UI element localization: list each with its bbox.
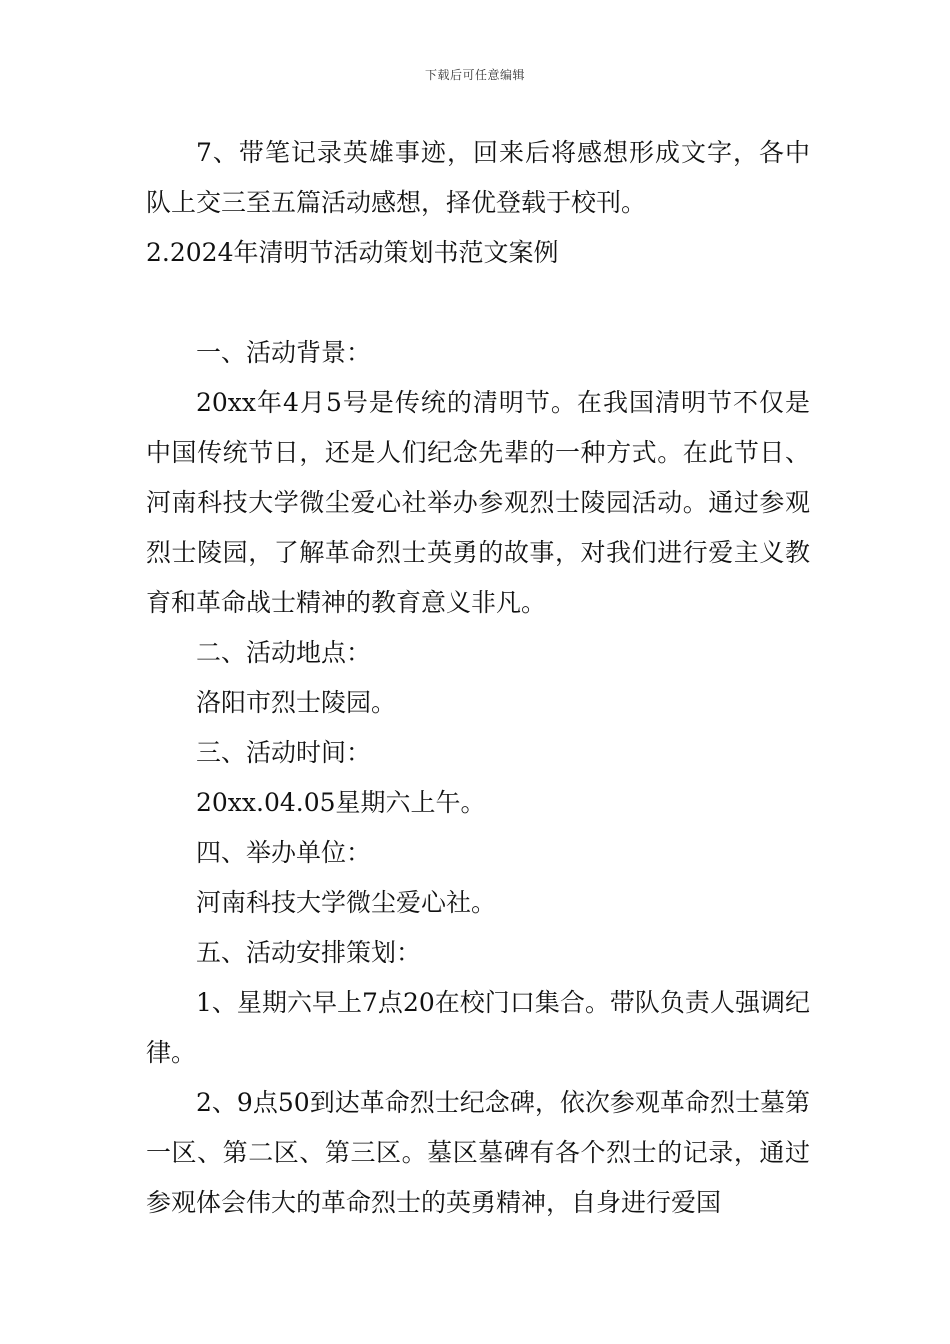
section-5-item-1: 1、星期六早上7点20在校门口集合。带队负责人强调纪律。 bbox=[146, 988, 810, 1067]
section-1-body: 20xx年4月5号是传统的清明节。在我国清明节不仅是中国传统节日，还是人们纪念先辈的一种方式。在此节日、河南科技大学微尘爱心社举办参观烈士陵园活动。通过参观烈士陵园，了解革命烈士英勇的故事，对我们进行爱主义教育和革命战士精神的教育意义非凡。 bbox=[146, 388, 810, 617]
section-2-heading: 二、活动地点： bbox=[196, 638, 372, 667]
section-4-body: 河南科技大学微尘爱心社。 bbox=[196, 888, 497, 917]
section-title: 2.2024年清明节活动策划书范文案例 bbox=[146, 238, 559, 267]
blank-line bbox=[146, 278, 810, 328]
intro-item-7: 7、带笔记录英雄事迹，回来后将感想形成文字，各中队上交三至五篇活动感想，择优登载于校刊。 bbox=[146, 138, 810, 217]
header-note: 下载后可任意编辑 bbox=[424, 68, 525, 82]
section-2-body: 洛阳市烈士陵园。 bbox=[196, 688, 397, 717]
section-5-item-2: 2、9点50到达革命烈士纪念碑，依次参观革命烈士墓第一区、第二区、第三区。墓区墓碑有各个烈士的记录，通过参观体会伟大的革命烈士的英勇精神，自身进行爱国 bbox=[146, 1088, 810, 1217]
section-5-heading: 五、活动安排策划： bbox=[196, 938, 422, 967]
document-body bbox=[146, 128, 810, 1228]
section-3-body: 20xx.04.05星期六上午。 bbox=[196, 788, 486, 817]
section-4-heading: 四、举办单位： bbox=[196, 838, 372, 867]
section-3-heading: 三、活动时间： bbox=[196, 738, 372, 767]
section-1-heading: 一、活动背景： bbox=[196, 338, 372, 367]
